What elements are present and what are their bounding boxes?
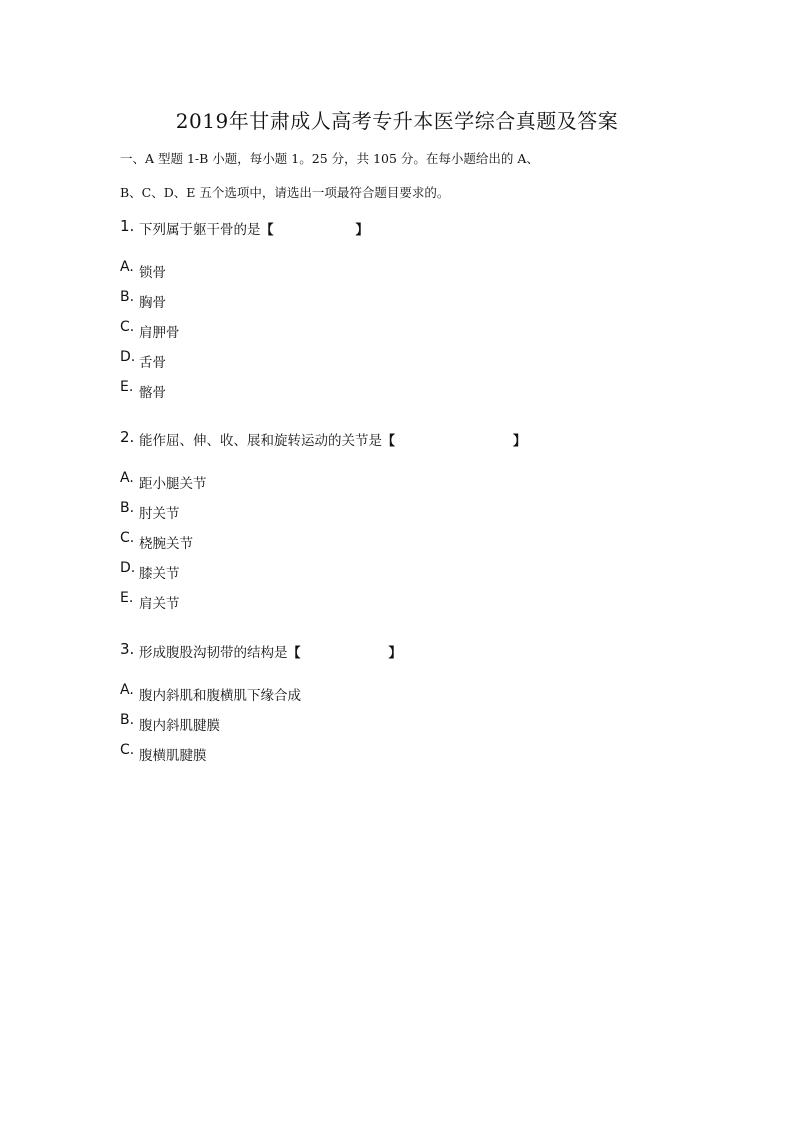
question-1 <box>120 217 720 409</box>
option-b[interactable] <box>120 289 720 319</box>
answer-bracket-open: 【 <box>287 646 301 661</box>
question-text: 下列属于躯干骨的是 <box>139 222 261 238</box>
option-text: 肩关节 <box>139 596 180 612</box>
option-a[interactable] <box>120 259 720 289</box>
option-text: 腹内斜肌和腹横肌下缘合成 <box>139 688 301 704</box>
option-a[interactable] <box>120 682 720 712</box>
option-e[interactable] <box>120 379 720 409</box>
option-text: 舌骨 <box>139 355 166 371</box>
question-stem <box>120 217 720 241</box>
question-3 <box>120 640 720 772</box>
option-letter: C. <box>120 530 135 546</box>
question-stem <box>120 640 720 664</box>
question-number: 2. <box>120 428 135 446</box>
option-c[interactable] <box>120 742 720 772</box>
option-letter: B. <box>120 500 135 516</box>
option-text: 距小腿关节 <box>139 476 207 492</box>
option-text: 腹内斜肌腱膜 <box>139 718 220 734</box>
option-letter: B. <box>120 289 135 305</box>
option-letter: A. <box>120 259 134 275</box>
option-text: 腹横肌腱膜 <box>139 748 207 764</box>
option-text: 胸骨 <box>139 295 166 311</box>
option-letter: A. <box>120 470 134 486</box>
question-text-line <box>139 432 526 451</box>
option-letter: B. <box>120 712 135 728</box>
option-a[interactable] <box>120 470 720 500</box>
option-d[interactable] <box>120 560 720 590</box>
options-list <box>120 470 720 620</box>
option-text: 肘关节 <box>139 506 180 522</box>
option-text: 桡腕关节 <box>139 536 193 552</box>
options-list <box>120 682 720 772</box>
option-c[interactable] <box>120 530 720 560</box>
document-title: 2019年甘肃成人高考专升本医学综合真题及答案 <box>175 109 619 133</box>
answer-bracket-open: 【 <box>260 223 274 238</box>
answer-bracket-close: 】 <box>513 434 527 449</box>
options-list <box>120 259 720 409</box>
instructions-line-1: 一、A 型题 1-B 小题，每小题 1。25 分，共 105 分。在每小题给出的 A、 <box>120 151 539 166</box>
option-letter: E. <box>120 379 134 395</box>
option-text: 肩胛骨 <box>139 325 180 341</box>
question-number: 1. <box>120 217 135 235</box>
option-letter: D. <box>120 349 136 365</box>
option-c[interactable] <box>120 319 720 349</box>
option-letter: C. <box>120 319 135 335</box>
option-letter: E. <box>120 590 134 606</box>
question-stem <box>120 428 720 452</box>
option-text: 锁骨 <box>139 265 166 281</box>
question-text: 形成腹股沟韧带的结构是 <box>139 645 288 661</box>
question-number: 3. <box>120 640 135 658</box>
option-b[interactable] <box>120 500 720 530</box>
option-letter: C. <box>120 742 135 758</box>
answer-bracket-close: 】 <box>355 223 369 238</box>
question-2 <box>120 428 720 620</box>
option-d[interactable] <box>120 349 720 379</box>
option-letter: D. <box>120 560 136 576</box>
question-text-line <box>139 644 402 663</box>
option-text: 膝关节 <box>139 566 180 582</box>
option-b[interactable] <box>120 712 720 742</box>
question-text: 能作屈、伸、收、展和旋转运动的关节是 <box>139 433 382 449</box>
option-letter: A. <box>120 682 134 698</box>
answer-bracket-open: 【 <box>382 434 396 449</box>
question-text-line <box>139 221 369 240</box>
instructions-line-2: B、C、D、E 五个选项中，请选出一项最符合题目要求的。 <box>120 185 450 200</box>
answer-bracket-close: 】 <box>388 646 402 661</box>
option-e[interactable] <box>120 590 720 620</box>
option-text: 髂骨 <box>139 385 166 401</box>
